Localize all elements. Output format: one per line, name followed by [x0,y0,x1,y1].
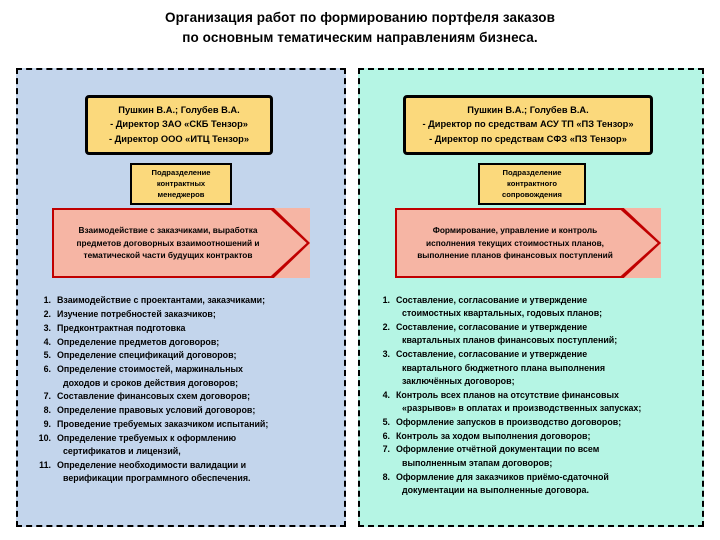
list-item [375,416,693,429]
right-unit-box-line-1: Подразделение [502,168,562,177]
list-item [375,294,693,321]
list-item-number: 5. [43,350,51,361]
list-item [36,432,336,459]
left-unit-box-line-1: Подразделение [151,168,211,177]
list-item-text: Взаимодействие с проектантами, заказчиками; [57,295,266,305]
right-arrow-line-3: выполнение планов финансовых поступлений [417,250,613,261]
right-head-box-line-2: - Директор по средствам АСУ ТП «ПЗ Тензор» [422,119,634,130]
right-task-list [375,294,693,498]
left-arrow-text [52,224,310,263]
list-item [375,389,693,416]
left-arrow-banner [52,208,310,278]
list-item-text: Контроль всех планов на отсутствие финансовых «разрывов» в оплатах и производственных запусках; [396,389,642,413]
list-item-number: 2. [382,322,390,333]
left-head-box-line-3: - Директор ООО «ИТЦ Тензор» [109,133,249,144]
left-arrow-line-3: тематической части будущих контрактов [83,250,253,261]
list-item-number: 3. [43,322,51,333]
list-item-number: 1. [43,295,51,305]
list-item-number: 2. [43,308,51,319]
right-unit-box [478,163,586,205]
list-item-number: 5. [382,416,390,427]
list-item-number: 6. [382,430,390,441]
list-item [36,322,336,335]
list-item-number: 8. [43,405,51,416]
list-item-text: Контроль за ходом выполнения договоров; [396,430,591,441]
list-item-text: Оформление запусков в производство договоров; [396,416,622,427]
right-arrow-banner [395,208,661,278]
list-item-text: Определение спецификаций договоров; [57,350,237,361]
list-item [36,404,336,417]
list-item [375,430,693,443]
right-unit-box-line-2: контрактного [507,178,557,188]
list-item-text: Определение необходимости валидации и верификации программного обеспечения. [57,460,251,484]
list-item-number: 3. [382,349,390,360]
page-title-line-1: Организация работ по формированию портфеля заказов [164,10,556,25]
list-item-number: 4. [382,389,390,400]
list-item-text: Предконтрактная подготовка [57,322,186,333]
list-item-text: Определение требуемых к оформлению сертификатов и лицензий, [57,433,237,457]
right-arrow-line-1: Формирование, управление и контроль [432,224,598,235]
list-item [36,459,336,486]
list-item-text: Оформление отчётной документации по всем выполненным этапам договоров; [396,444,600,468]
list-item-text: Определение правовых условий договоров; [57,405,256,416]
list-item-text: Проведение требуемых заказчиком испытаний; [57,419,269,430]
right-head-box-line-1: Пушкин В.А.; Голубев В.А. [467,105,589,115]
list-item [375,471,693,498]
list-item [375,348,693,388]
left-head-box-line-1: Пушкин В.А.; Голубев В.А. [118,105,240,115]
list-item-number: 7. [43,391,51,402]
list-item-text: Составление, согласование и утверждение квартального бюджетного плана выполнения заключённых договоров; [396,349,606,386]
list-item [36,336,336,349]
list-item-text: Составление, согласование и утверждение квартальных планов финансовых поступлений; [396,322,618,346]
list-item-number: 1. [382,295,390,305]
left-arrow-line-1: Взаимодействие с заказчиками, выработка [78,224,258,235]
list-item [375,443,693,470]
list-item-text: Составление, согласование и утверждение стоимостных квартальных, годовых планов; [396,295,603,319]
list-item-number: 10. [38,433,51,443]
left-task-list [36,294,336,486]
list-item-number: 7. [382,444,390,455]
list-item-text: Оформление для заказчиков приёмо-сдаточной документации на выполненные договора. [396,471,609,495]
left-arrow-line-2: предметов договорных взаимоотношений и [76,237,260,248]
left-head-box [85,95,273,155]
left-unit-box [130,163,232,205]
list-item [36,349,336,362]
list-item-number: 4. [43,336,51,347]
list-item-number: 6. [43,364,51,375]
right-unit-box-line-3: сопровождения [502,189,562,199]
list-item-text: Определение предметов договоров; [57,336,220,347]
list-item [36,418,336,431]
left-head-box-line-2: - Директор ЗАО «СКБ Тензор» [110,119,248,130]
list-item-number: 8. [382,471,390,482]
page-title [0,8,720,47]
right-arrow-text [395,224,661,263]
list-item-text: Изучение потребностей заказчиков; [57,308,216,319]
right-head-box [403,95,653,155]
list-item [36,363,336,390]
list-item-number: 11. [39,460,51,471]
right-head-box-line-3: - Директор по средствам СФЗ «ПЗ Тензор» [429,133,627,144]
left-unit-box-line-2: контрактных [156,178,206,188]
list-item-number: 9. [43,419,51,430]
right-arrow-line-2: исполнения текущих стоимостных планов, [425,237,604,248]
list-item [36,308,336,321]
page-title-line-2: по основным тематическим направлениям бизнеса. [182,29,538,45]
list-item [375,321,693,348]
list-item-text: Составление финансовых схем договоров; [57,391,251,402]
list-item-text: Определение стоимостей, маржинальных доходов и сроков действия договоров; [57,364,243,388]
list-item [36,390,336,403]
list-item [36,294,336,307]
left-unit-box-line-3: менеджеров [157,189,205,199]
